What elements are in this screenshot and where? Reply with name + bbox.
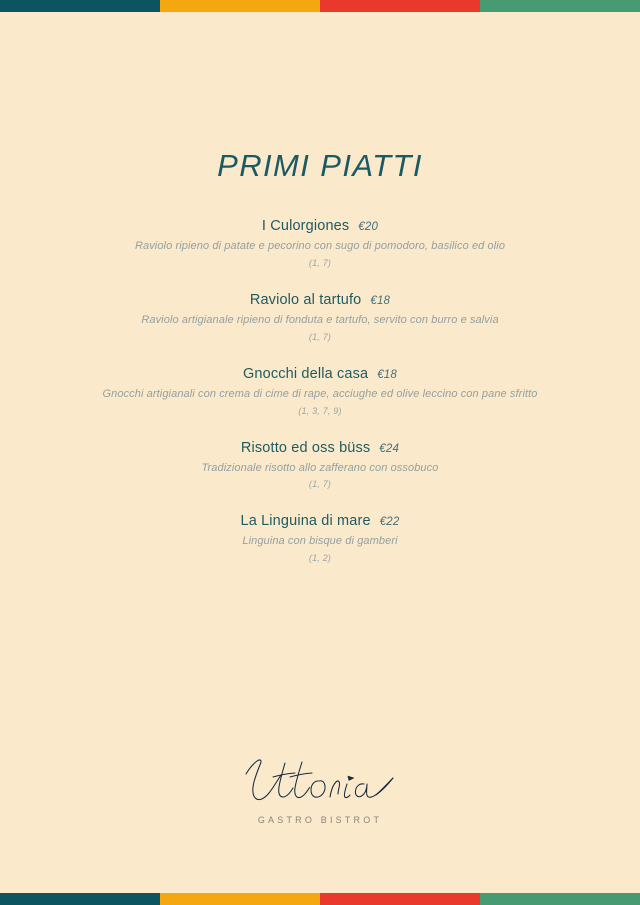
menu-item-heading — [0, 513, 640, 529]
menu-item-description: Tradizionale risotto allo zafferano con ossobuco — [201, 461, 439, 474]
vittoria-script-logo-icon — [240, 756, 400, 808]
menu-item-name: I Culorgiones — [261, 218, 350, 234]
menu-item-name: Raviolo al tartufo — [249, 291, 362, 308]
page-title: PRIMI PIATTI — [217, 148, 423, 183]
menu-item-heading — [0, 292, 640, 308]
menu-item — [0, 292, 640, 342]
menu-item-name: La Linguina di mare — [240, 513, 371, 530]
menu-item — [0, 218, 640, 268]
menu-item-price: €22 — [379, 516, 400, 529]
menu-item-name: Gnocchi della casa — [242, 365, 369, 382]
menu-item-heading — [0, 218, 640, 234]
bottom-bar-segment-red — [320, 893, 480, 905]
top-bar-segment-teal — [0, 0, 160, 12]
menu-item-price: €20 — [358, 221, 379, 233]
menu-item-name: Risotto ed oss büss — [240, 439, 371, 456]
bottom-bar-segment-green — [480, 893, 640, 905]
menu-item — [0, 513, 640, 563]
bottom-bar-segment-teal — [0, 893, 160, 905]
top-bar-segment-green — [480, 0, 640, 12]
menu-item-heading — [0, 440, 640, 456]
bottom-color-bar — [0, 893, 640, 905]
logo-subtitle: GASTRO BISTROT — [257, 815, 383, 825]
menu-item — [0, 440, 640, 490]
menu-item — [0, 366, 640, 416]
menu-item-allergens: (1, 7) — [308, 331, 332, 342]
menu-item-allergens: (1, 3, 7, 9) — [298, 405, 342, 416]
menu-item-price: €24 — [379, 442, 400, 455]
bottom-bar-segment-orange — [160, 893, 320, 905]
menu-item-heading — [0, 366, 640, 382]
top-bar-segment-red — [320, 0, 480, 12]
menu-item-allergens: (1, 7) — [308, 479, 332, 490]
top-bar-segment-orange — [160, 0, 320, 12]
menu-item-description: Gnocchi artigianali con crema di cime di rape, acciughe ed olive leccino con pane sfritto — [102, 387, 538, 400]
menu-item-price: €18 — [370, 294, 391, 307]
menu-page — [0, 12, 640, 893]
footer-logo-block — [0, 756, 640, 825]
menu-item-description: Raviolo ripieno di patate e pecorino con sugo di pomodoro, basilico ed olio — [134, 240, 506, 252]
menu-item-description: Linguina con bisque di gamberi — [242, 535, 398, 548]
top-color-bar — [0, 0, 640, 12]
menu-item-price: €18 — [377, 368, 397, 381]
menu-item-description: Raviolo artigianale ripieno di fonduta e tartufo, servito con burro e salvia — [141, 313, 499, 326]
menu-item-list — [0, 218, 640, 563]
menu-item-allergens: (1, 2) — [308, 553, 332, 564]
menu-item-allergens: (1, 7) — [308, 257, 332, 268]
